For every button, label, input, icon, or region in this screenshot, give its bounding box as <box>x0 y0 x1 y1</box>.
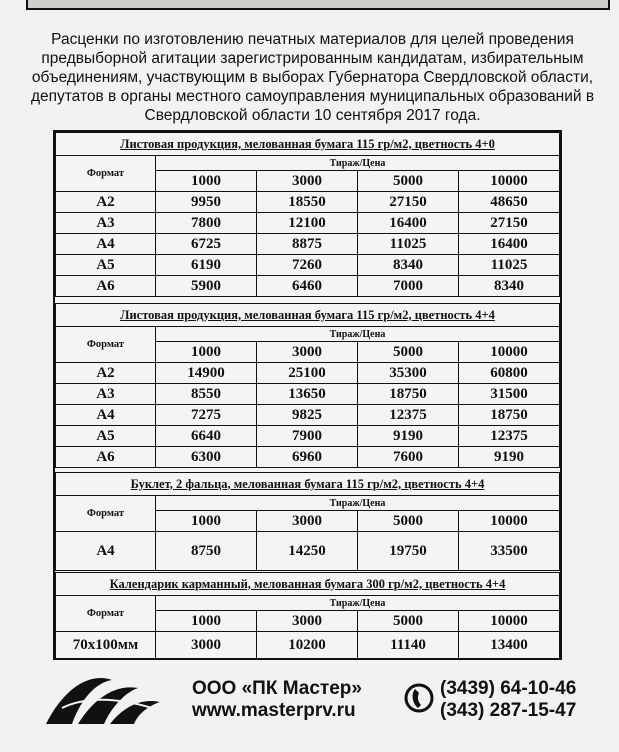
price-cell: 27150 <box>358 192 459 213</box>
price-table-sheet-4-0 <box>55 132 560 297</box>
price-cell: 5900 <box>156 276 257 297</box>
table-row <box>56 532 560 571</box>
price-cell: 18550 <box>257 192 358 213</box>
price-cell: 6960 <box>257 447 358 468</box>
table-row <box>56 426 560 447</box>
price-cell: 8550 <box>156 384 257 405</box>
company-name: ООО «ПК Мастер» <box>192 678 362 699</box>
tirazh-header: Тираж/Цена <box>156 156 560 171</box>
table-title: Листовая продукция, мелованная бумага 115 гр/м2, цветность 4+4 <box>56 304 560 327</box>
qty-header: 1000 <box>156 171 257 192</box>
price-table-pocket-calendar <box>55 572 560 659</box>
tirazh-header: Тираж/Цена <box>156 327 560 342</box>
format-cell: А4 <box>56 405 156 426</box>
price-cell: 11025 <box>358 234 459 255</box>
price-cell: 25100 <box>257 363 358 384</box>
format-cell: А6 <box>56 447 156 468</box>
table-title: Буклет, 2 фальца, мелованная бумага 115 гр/м2, цветность 4+4 <box>56 473 560 496</box>
table-row <box>56 363 560 384</box>
price-cell: 8750 <box>156 532 257 571</box>
price-cell: 3000 <box>156 632 257 659</box>
price-cell: 10200 <box>257 632 358 659</box>
qty-header: 3000 <box>257 511 358 532</box>
table-row <box>56 384 560 405</box>
price-cell: 8875 <box>257 234 358 255</box>
qty-header: 1000 <box>156 611 257 632</box>
price-cell: 7900 <box>257 426 358 447</box>
price-cell: 8340 <box>459 276 560 297</box>
price-cell: 35300 <box>358 363 459 384</box>
format-header: Формат <box>56 156 156 192</box>
price-cell: 12375 <box>459 426 560 447</box>
price-cell: 27150 <box>459 213 560 234</box>
format-cell: А5 <box>56 426 156 447</box>
price-cell: 8340 <box>358 255 459 276</box>
qty-header: 1000 <box>156 342 257 363</box>
price-cell: 12100 <box>257 213 358 234</box>
price-cell: 9825 <box>257 405 358 426</box>
price-cell: 60800 <box>459 363 560 384</box>
price-cell: 33500 <box>459 532 560 571</box>
intro-text: Расценки по изготовлению печатных материалов для целей проведения предвыборной агитации зарегистрированным кандидатам, избирательным объединениям, участвующим в выборах Губернатора Свердловской области, депутатов в органы местного самоуправления муниципальных образований в Свердловской области 10 сентября 2017 года. <box>30 31 595 124</box>
format-cell: А4 <box>56 532 156 571</box>
format-cell: А3 <box>56 213 156 234</box>
price-cell: 6190 <box>156 255 257 276</box>
top-border-bar <box>26 0 610 10</box>
price-cell: 9190 <box>459 447 560 468</box>
format-cell: А4 <box>56 234 156 255</box>
phone-icon <box>404 680 434 721</box>
price-cell: 18750 <box>459 405 560 426</box>
price-cell: 6460 <box>257 276 358 297</box>
qty-header: 3000 <box>257 611 358 632</box>
format-cell: А3 <box>56 384 156 405</box>
qty-header: 3000 <box>257 342 358 363</box>
qty-header: 3000 <box>257 171 358 192</box>
price-cell: 11025 <box>459 255 560 276</box>
qty-header: 5000 <box>358 511 459 532</box>
price-cell: 6640 <box>156 426 257 447</box>
table-title: Календарик карманный, мелованная бумага 300 гр/м2, цветность 4+4 <box>56 573 560 596</box>
price-cell: 14900 <box>156 363 257 384</box>
format-header: Формат <box>56 496 156 532</box>
price-cell: 19750 <box>358 532 459 571</box>
format-cell: А5 <box>56 255 156 276</box>
company-website[interactable]: www.masterprv.ru <box>192 700 356 721</box>
footer <box>0 660 619 752</box>
price-cell: 13650 <box>257 384 358 405</box>
qty-header: 10000 <box>459 511 560 532</box>
tirazh-header: Тираж/Цена <box>156 496 560 511</box>
qty-header: 1000 <box>156 511 257 532</box>
price-cell: 9950 <box>156 192 257 213</box>
format-cell: А6 <box>56 276 156 297</box>
price-cell: 13400 <box>459 632 560 659</box>
price-cell: 48650 <box>459 192 560 213</box>
phone-number[interactable]: (343) 287-15-47 <box>440 700 577 721</box>
swoosh-logo-icon <box>42 668 162 733</box>
price-cell: 9190 <box>358 426 459 447</box>
price-table-sheet-4-4 <box>55 303 560 468</box>
table-row <box>56 255 560 276</box>
company-info <box>192 678 362 722</box>
price-cell: 14250 <box>257 532 358 571</box>
price-cell: 11140 <box>358 632 459 659</box>
price-cell: 7600 <box>358 447 459 468</box>
table-row <box>56 405 560 426</box>
table-title: Листовая продукция, мелованная бумага 115 гр/м2, цветность 4+0 <box>56 133 560 156</box>
qty-header: 10000 <box>459 171 560 192</box>
price-cell: 16400 <box>358 213 459 234</box>
price-cell: 6300 <box>156 447 257 468</box>
qty-header: 10000 <box>459 611 560 632</box>
qty-header: 10000 <box>459 342 560 363</box>
price-cell: 7000 <box>358 276 459 297</box>
table-row <box>56 234 560 255</box>
format-header: Формат <box>56 327 156 363</box>
table-row <box>56 192 560 213</box>
qty-header: 5000 <box>358 342 459 363</box>
qty-header: 5000 <box>358 171 459 192</box>
table-row <box>56 632 560 659</box>
format-cell: А2 <box>56 363 156 384</box>
format-cell: А2 <box>56 192 156 213</box>
price-cell: 18750 <box>358 384 459 405</box>
price-cell: 7260 <box>257 255 358 276</box>
price-table-booklet <box>55 472 560 571</box>
price-cell: 7800 <box>156 213 257 234</box>
table-row <box>56 276 560 297</box>
price-cell: 12375 <box>358 405 459 426</box>
qty-header: 5000 <box>358 611 459 632</box>
price-cell: 31500 <box>459 384 560 405</box>
phone-numbers <box>440 678 576 722</box>
price-cell: 6725 <box>156 234 257 255</box>
price-cell: 7275 <box>156 405 257 426</box>
format-cell: 70х100мм <box>56 632 156 659</box>
table-row <box>56 213 560 234</box>
price-cell: 16400 <box>459 234 560 255</box>
table-row <box>56 447 560 468</box>
format-header: Формат <box>56 596 156 632</box>
phone-number[interactable]: (3439) 64-10-46 <box>440 678 577 699</box>
tirazh-header: Тираж/Цена <box>156 596 560 611</box>
